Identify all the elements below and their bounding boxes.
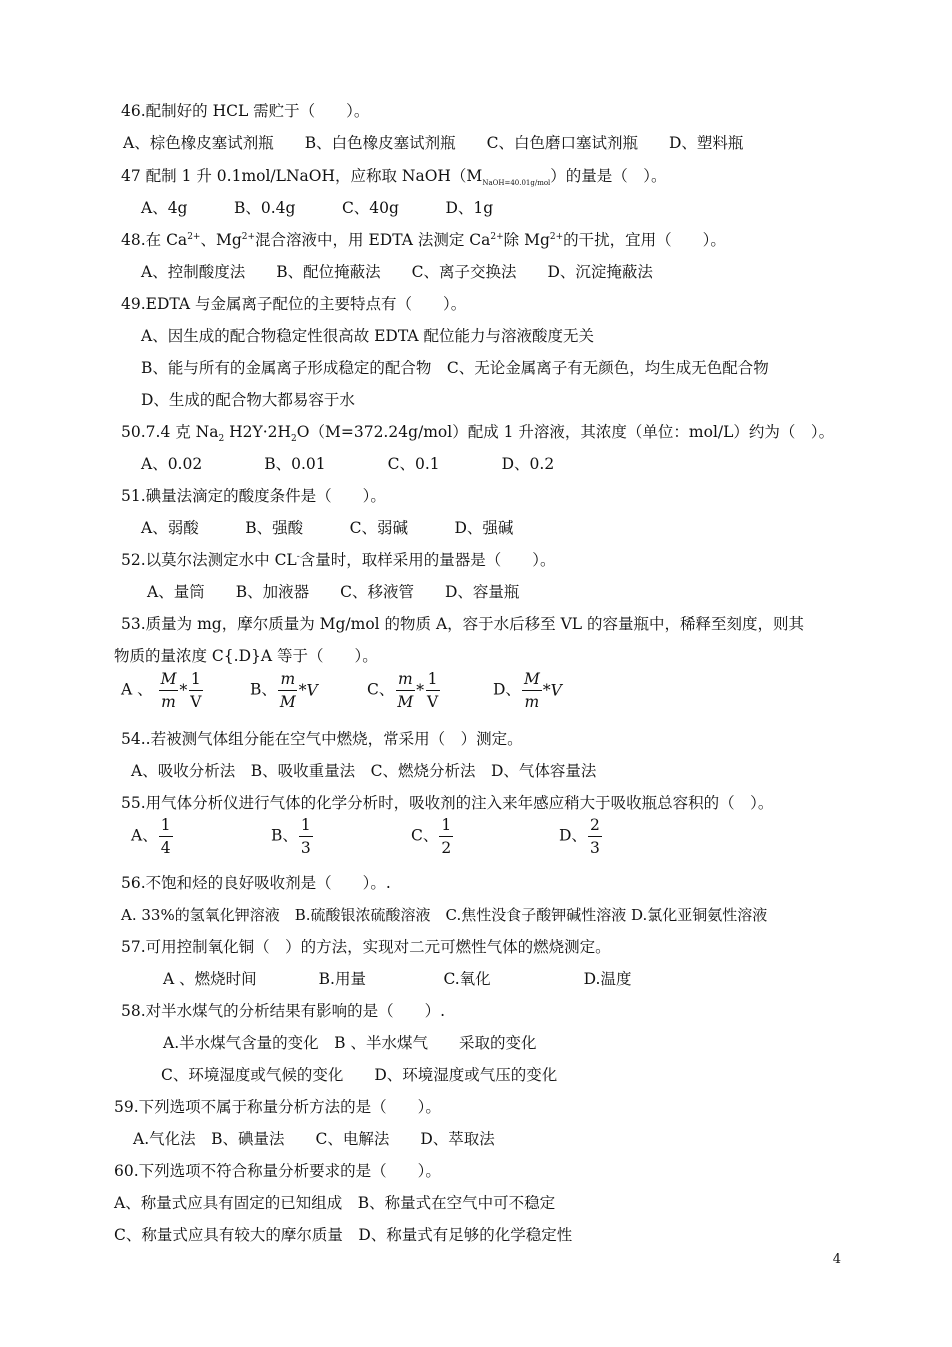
question-50-stem: 50.7.4 克 $Na_2$ $H2Y\cdot 2H_2O(M=372.24g/mol)$配成 1 升溶液，其浓度（单位：mol/L）约为（ ）。 <box>121 423 835 445</box>
page-number: 4 <box>832 1252 841 1267</box>
question-59-options: A.气化法 B、碘量法 C、电解法 D、萃取法 <box>133 1130 495 1148</box>
question-55-option-b: B、 $\frac{1}{3}$ <box>271 816 311 857</box>
question-47-stem: 47 配制 1 升 0.1mol/LNaOH，应称取 $NaOH(M_{NaOH=40.01g/mol})$的量是（ ）。 <box>121 167 667 188</box>
question-52-stem: 52.以莫尔法测定水中 CL-含量时，取样采用的量器是（ ）。 <box>121 551 556 569</box>
question-52-options: A、量筒 B、加液器 C、移液管 D、容量瓶 <box>147 583 520 601</box>
question-54-stem: 54..若被测气体组分能在空气中燃烧，常采用（ ）测定。 <box>121 730 523 748</box>
question-53-option-c: C、 $\frac{m}{M}$ * $\frac{1}{V}$ <box>367 670 439 711</box>
question-53-option-d: D、 $\frac{M}{m}$ *V <box>493 670 562 711</box>
question-55-option-a: A、 $\frac{1}{4}$ <box>131 816 171 857</box>
question-60-stem: 60.下列选项不符合称量分析要求的是（ ）。 <box>114 1162 441 1180</box>
question-54-options: A、吸收分析法 B、吸收重量法 C、燃烧分析法 D、气体容量法 <box>131 762 597 780</box>
question-49-option-bc: B、能与所有的金属离子形成稳定的配合物 C、无论金属离子有无颜色，均生成无色配合物 <box>141 359 769 377</box>
question-46-options: A、棕色橡皮塞试剂瓶 B、白色橡皮塞试剂瓶 C、白色磨口塞试剂瓶 D、塑料瓶 <box>123 134 744 152</box>
question-53-stem-line1: 53.质量为 mg，摩尔质量为 Mg/mol 的物质 A，容于水后移至 VL 的容量瓶中，稀释至刻度，则其 <box>121 615 805 633</box>
question-50-options: A、0.02 B、0.01 C、0.1 D、0.2 <box>141 455 555 473</box>
question-53-option-b: B、 $\frac{m}{M}$ *V <box>250 670 318 711</box>
question-56-stem: 56.不饱和烃的良好吸收剂是（ ）。. <box>121 874 391 892</box>
question-58-stem: 58.对半水煤气的分析结果有影响的是（ ）. <box>121 1002 446 1020</box>
question-53-stem-line2: 物质的量浓度 C{.D}A 等于（ ）。 <box>114 647 378 665</box>
question-48-stem: 48.在 $Ca^{2+}$、$Mg^{2+}$混合溶液中，用 EDTA 法测定 $Ca^{2+}$除 $Mg^{2+}$的干扰，宜用（ ）。 <box>121 231 726 249</box>
question-46-stem: 46.配制好的 HCL 需贮于（ ）。 <box>121 102 370 120</box>
question-58-option-cd: C、环境湿度或气候的变化 D、环境湿度或气压的变化 <box>161 1066 558 1084</box>
question-51-stem: 51.碘量法滴定的酸度条件是（ ）。 <box>121 487 386 505</box>
question-57-stem: 57.可用控制氧化铜（ ）的方法，实现对二元可燃性气体的燃烧测定。 <box>121 938 611 956</box>
question-47-options: A、4g B、0.4g C、40g D、1g <box>141 199 494 217</box>
question-49-option-a: A、因生成的配合物稳定性很高故 EDTA 配位能力与溶液酸度无关 <box>141 327 594 345</box>
question-60-option-cd: C、称量式应具有较大的摩尔质量 D、称量式有足够的化学稳定性 <box>114 1226 573 1244</box>
question-56-options: A. 33%的氢氧化钾溶液 B.硫酸银浓硫酸溶液 C.焦性没食子酸钾碱性溶液 D.氯化亚铜氨性溶液 <box>121 906 768 924</box>
question-60-option-ab: A、称量式应具有固定的已知组成 B、称量式在空气中可不稳定 <box>114 1194 556 1212</box>
question-58-option-ab: A.半水煤气含量的变化 B 、半水煤气 采取的变化 <box>163 1034 537 1052</box>
question-59-stem: 59.下列选项不属于称量分析方法的是（ ）。 <box>114 1098 441 1116</box>
question-55-option-d: D、 $\frac{2}{3}$ <box>559 816 600 857</box>
question-49-option-d: D、生成的配合物大都易容于水 <box>141 391 355 409</box>
question-55-option-c: C、 $\frac{1}{2}$ <box>411 816 452 857</box>
question-49-stem: 49.EDTA 与金属离子配位的主要特点有（ ）。 <box>121 295 467 313</box>
question-53-option-a: A 、 $\frac{M}{m}$ * $\frac{1}{V}$ <box>121 670 202 711</box>
question-57-options: A 、燃烧时间 B.用量 C.氧化 D.温度 <box>163 970 632 988</box>
question-51-options: A、弱酸 B、强酸 C、弱碱 D、强碱 <box>141 519 514 537</box>
question-55-stem: 55.用气体分析仪进行气体的化学分析时，吸收剂的注入来年感应稍大于吸收瓶总容积的（ ）。 <box>121 794 774 812</box>
question-48-options: A、控制酸度法 B、配位掩蔽法 C、离子交换法 D、沉淀掩蔽法 <box>141 263 653 281</box>
